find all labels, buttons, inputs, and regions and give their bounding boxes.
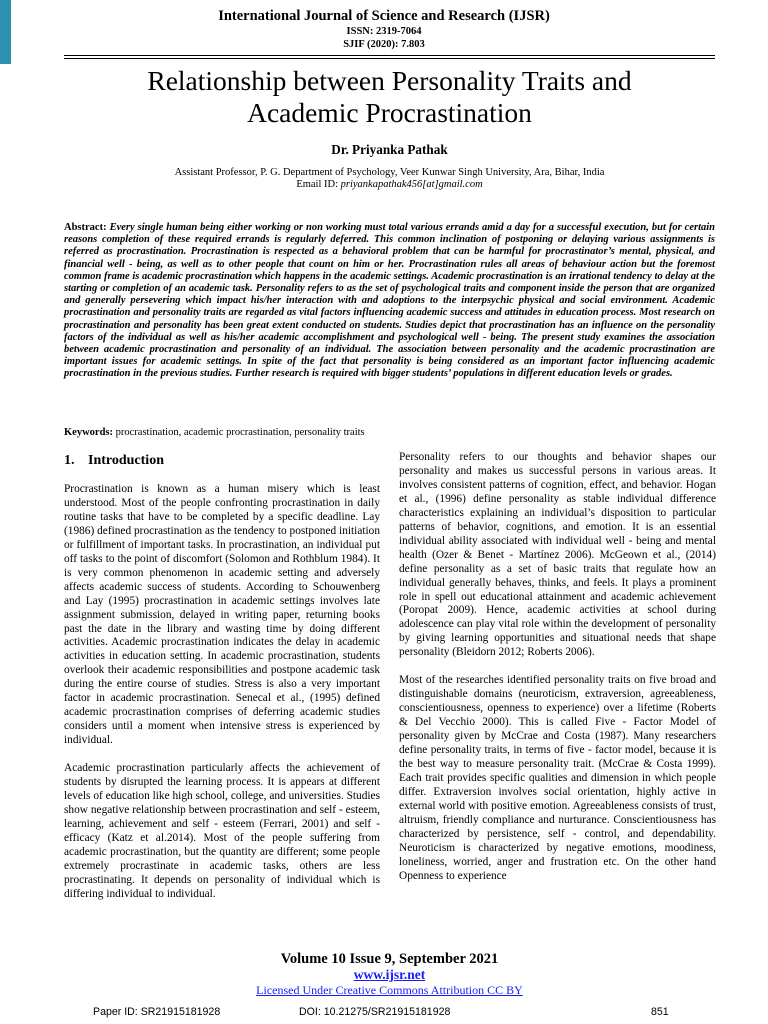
paper-title-line-1: Relationship between Personality Traits and <box>147 65 632 96</box>
section-title: Introduction <box>88 453 164 468</box>
footer-journal-link[interactable]: www.ijsr.net <box>353 967 426 982</box>
body-paragraph: Academic procrastination particularly affects the achievement of students by disrupted the learning process. It is appears at different levels of education like high school, college, and universities. Studies show negative relationship between procrastination and self - esteem, learning, achievement and self - esteem (Ferrari, 2001) and self - efficacy (Katz et al.2014). Most of the people suffering from academic procrastination, but the quantity are different; some people extremely procrastinate in academic tasks, others are less procrastinating. It depends on personality of individual which is differing individual to individual. <box>64 762 380 900</box>
footer-license-link[interactable]: Licensed Under Creative Commons Attribution CC BY <box>256 983 523 997</box>
journal-header <box>100 7 668 51</box>
journal-sjif: SJIF (2020): 7.803 <box>343 39 425 50</box>
body-paragraph: Most of the researches identified personality traits on five broad and distinguishable domains (neuroticism, extraversion, agreeableness, conscientiousness, openness to experience) over a lifetime (Roberts & Del Vecchio 2000). This is called Five - Factor Model of personality given by McCrae and Costa (1987). Many researchers define personality traits, in terms of five - factor model, because it is the best way to measure personality trait. (McCrae & Costa 1999). Each trait provides specific qualities and dimension in which people differ. Extraversion involves social orientation, highly active in external world with positive emotion. Agreeableness consists of trust, altruism, friendly compliance and nurturance. Conscientiousness has characterized by persistence, self - control, and dependability. Neuroticism is characterized by negative emotions, moodiness, loneliness, worried, anger and frustration etc. On the other hand Openness to experience <box>399 674 716 882</box>
section-heading-introduction <box>64 452 380 470</box>
keywords-label: Keywords: <box>64 427 113 438</box>
section-number: 1. <box>64 453 75 468</box>
paper-title-line-2: Academic Procrastination <box>247 97 532 128</box>
body-paragraph: Personality refers to our thoughts and behavior shapes our personality and makes us successful persons in various areas. It involves consistent patterns of cognition, effect, and behavior. Hogan et al., (1996) define personality as stable individual difference characteristics explaining an individual’s disposition to particular patterns of behavior, cognitions, and emotion. It is an essential individual ability associated with individual well - being and mental health (Ozer & Benet - Martínez 2006). McGeown et al., (2014) define personality as a set of basic traits that regulate how an individual generally behaves, thinks, and feels. It plays a prominent role in spell out educational attainment and academic achievement (Poropat 2009). Hence, academic activities at school during adolescence can play vital role within the development of personality by giving learning opportunities and situational needs that shape personality (Bleidorn 2012; Roberts 2006). <box>399 451 716 659</box>
abstract-label: Abstract: <box>64 222 107 233</box>
email-label: Email ID: <box>296 179 339 190</box>
footer-volume: Volume 10 Issue 9, September 2021 <box>280 951 499 967</box>
body-paragraph: Procrastination is known as a human misery which is least understood. Most of the people confronting procrastination in daily routine tasks that have to be completed by a specific deadline. Lay (1986) defined procrastination as the tendency to postponed initiation or fulfillment of important tasks. In procrastination, an individual put off tasks to the point of discomfort (Solomon and Rothblum 1984). It is very common phenomenon in academic setting and adversely affects academic success of students. According to Schouwenberg and Lay (1995) procrastination in academic settings involves late assignment submission, delayed in writing paper, returning books past the date in the library and wasting time by doing different activities. Academic procrastination indicates the delay in academic activities in education setting. In academic procrastination, students overlook their academic responsibilities and postpone academic task during the entire course of studies. Stress is also a very important factor in academic procrastination. Senecal et al., (1995) defined academic procrastination comprises of deferring academic studies considers until a moment when intensive stress is experienced by individual. <box>64 483 380 747</box>
header-rule-top <box>64 55 715 56</box>
footer-doi: DOI: 10.21275/SR21915181928 <box>299 1006 451 1018</box>
email-value: priyankapathak456[at]gmail.com <box>340 179 483 190</box>
abstract <box>64 222 715 381</box>
body-column-left <box>64 452 380 916</box>
body-column-right <box>399 451 716 898</box>
keywords-text: procrastination, academic procrastination, personality traits <box>115 427 365 438</box>
journal-issn: ISSN: 2319-7064 <box>346 26 422 37</box>
affiliation-text: Assistant Professor, P. G. Department of Psychology, Veer Kunwar Singh University, Ara, Bihar, India <box>174 167 605 178</box>
author-name: Dr. Priyanka Pathak <box>331 142 448 157</box>
abstract-text: Every single human being either working or non working must total various errands amid a day for a successful execution, but for certain reasons completion of these required errands is regularly deferred. This common inclination of postponing or delaying various assignments is referred as procrastination. Procrastination is respected as a behavioral problem that can be harmful for procrastinator’s mental, physical, and financial well - being, as well as to other people that count on him or her. Procrastination rules all areas of behaviour action but the foremost common frame is academic procrastination which happens in the academic settings. Academic procrastination is an irrational tendency to delay at the starting or completion of an academic task. Personality refers to as the set of psychological traits and component inside the person that are organized and generally persevering which impact his/her interaction with and adoptions to the interpsychic physical and social environment. Academic procrastination and personality traits are regarded as vital factors influencing academic success and attitudes in education process. Most research on procrastination and personality has been great extent conducted on students. Studies depict that procrastination has an influence on the personality factors of the individual as well as his/her academic accomplishment and psychological well - being. The present study examines the association between academic procrastination and personality of an individual. The association between personality and the academic procrastination are important issues for academic settings. In spite of the fact that personality is being considered as an important factor influencing academic procrastination in the previous studies. Further research is required with bigger students’ populations in different education levels or grades. <box>64 222 715 380</box>
header-rule-bottom <box>64 58 715 59</box>
footer-page-number: 851 <box>651 1006 669 1018</box>
paper-title <box>64 65 715 129</box>
keywords <box>64 426 715 439</box>
email-line <box>64 179 715 191</box>
author-affiliation <box>64 167 715 191</box>
corner-accent-bar <box>0 0 11 64</box>
journal-name: International Journal of Science and Research (IJSR) <box>218 8 550 24</box>
footer-paper-id: Paper ID: SR21915181928 <box>93 1006 221 1018</box>
